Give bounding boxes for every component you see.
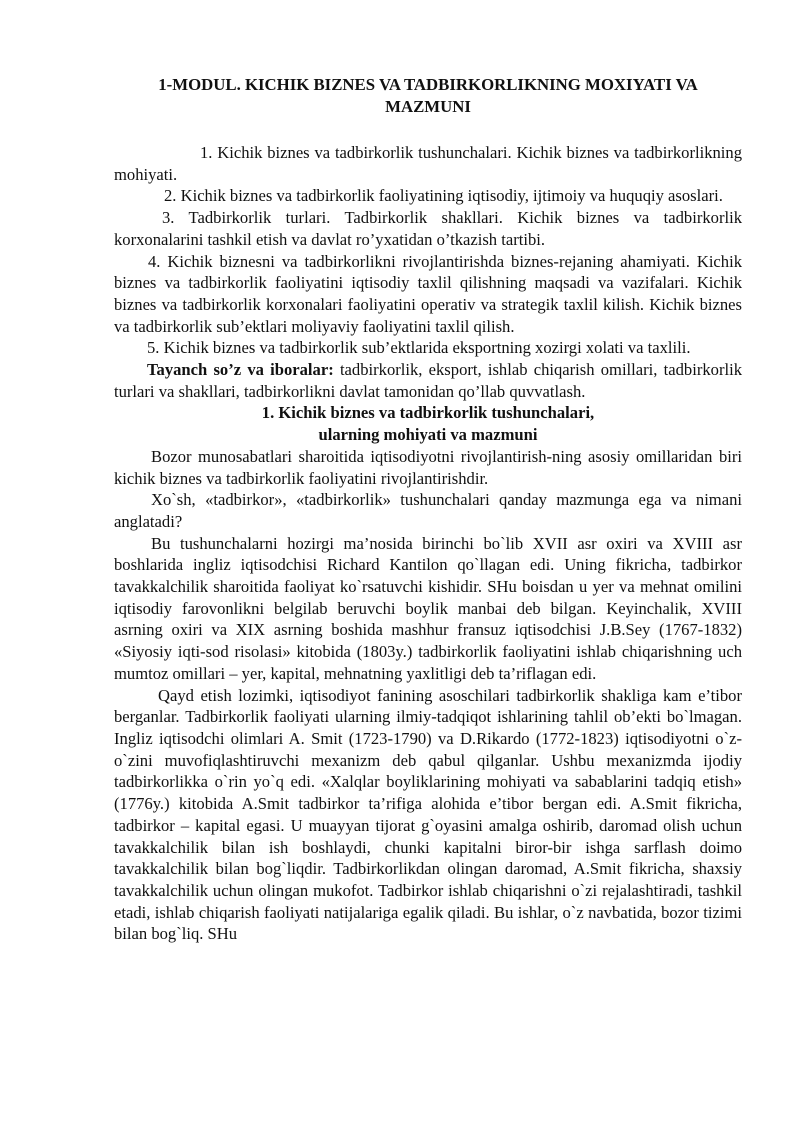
- outline-item-1: 1. Kichik biznes va tadbirkorlik tushunchalari. Kichik biznes va tadbirkorlikning mohiyati.: [114, 143, 742, 184]
- outline-item-2: 2. Kichik biznes va tadbirkorlik faoliyatining iqtisodiy, ijtimoiy va huquqiy asoslari.: [164, 186, 723, 206]
- section-body: [114, 446, 742, 945]
- keywords-label: Tayanch so’z va iboralar:: [147, 360, 334, 380]
- keywords-text: tadbirkorlik, eksport, ishlab chiqarish omillari, tadbirkorlik turlari va shakllari, tadbirkorlikni davlat tamonidan qo’llab quvvatlash.: [114, 360, 742, 401]
- module-title: 1-MODUL. KICHIK BIZNES VA TADBIRKORLIKNING MOXIYATI VA MAZMUNI: [158, 75, 698, 116]
- outline-item-5: 5. Kichik biznes va tadbirkorlik sub’ektlarida eksportning xozirgi xolati va taxlili.: [147, 338, 691, 358]
- section-heading-line-1: 1. Kichik biznes va tadbirkorlik tushunchalari,: [261, 403, 595, 423]
- outline-item-3: 3. Tadbirkorlik turlari. Tadbirkorlik shakllari. Kichik biznes va tadbirkorlik korxonalarini tashkil etish va davlat ro’yxatidan o’tkazish tartibi.: [114, 208, 742, 249]
- body-paragraph-1: Bozor munosabatlari sharoitida iqtisodiyotni rivojlantirish-ning asosiy omillaridan biri kichik biznes va tadbirkorlik faoliyatini rivojlantirishdir.: [114, 446, 742, 488]
- body-paragraph-3: Bu tushunchalarni hozirgi ma’nosida birinchi bo`lib XVII asr oxiri va XVIII asr boshlarida ingliz iqtisodchisi Richard Kantilon qo`llagan edi. Uning fikricha, tadbirkor tavakkalchilik sharoitida faoliyat ko`rsatuvchi kishidir. SHu boisdan u yer va mehnat omilini iqtisodiy farovonlikni belgilab beruvchi boylik manbai deb bilgan. Keyinchalik, XVIII asrning oxiri va XIX asrning boshida mashhur fransuz iqtisodchisi J.B.Sey (1767-1832) «Siyosiy iqti-sod risolasi» kitobida (1803y.) tadbirkorlik faoliyatini ishlab chiqarishning uch mumtoz omillari – yer, kapital, mehnatning yaxlitligi deb ta’riflagan edi.: [114, 533, 742, 683]
- topic-outline: [114, 142, 742, 359]
- body-paragraph-2: Xo`sh, «tadbirkor», «tadbirkorlik» tushunchalari qanday mazmunga ega va nimani anglatadi?: [114, 490, 742, 531]
- body-paragraph-4: Qayd etish lozimki, iqtisodiyot fanining asoschilari tadbirkorlik shakliga kam e’tibor berganlar. Tadbirkorlik faoliyati ularning ilmiy-tadqiqot ishlarining tahlil ob’ekti bo`lmagan. Ingliz iqtisodchi olimlari A. Smit (1723-1790) va D.Rikardo (1772-1823) iqtisodiyotni o`z-o`zini muvofiqlashtiruvchi mexanizm deb qabul qilganlar. Ushbu mexanizmda ijodiy tadbirkorlikka o`rin yo`q edi. «Xalqlar boyliklarining mohiyati va sabablarini tadqiq etish» (1776y.) kitobida A.Smit tadbirkor ta’rifiga alohida e’tibor bergan edi. A.Smit fikricha, tadbirkor – kapital egasi. U muayyan tijorat g`oyasini amalga oshirib, daromad olish uchun tavakkalchilik bilan ish boshlaydi, chunki kapitalni biror-bir ishga sarflash doimo tavakkalchilik bilan bog`liqdir. Tadbirkorlikdan olingan daromad, A.Smit fikricha, shaxsiy tavakkalchilik uchun olingan mukofot. Tadbirkor ishlab chiqarishni o`zi rejalashtiradi, tashkil etadi, ishlab chiqarish faoliyati natijalariga egalik qiladi. Bu ishlar, o`z navbatida, bozor tizimi bilan bog`liq. SHu: [114, 685, 742, 944]
- keywords-paragraph: [114, 359, 742, 402]
- section-heading-line-2: ularning mohiyati va mazmuni: [318, 425, 538, 445]
- outline-item-4: 4. Kichik biznesni va tadbirkorlikni rivojlantirishda biznes-rejaning ahamiyati. Kichik biznes va tadbirkorlik faoliyatini iqtisodiy taxlil qilishning maqsadi va vazifalari. Kichik biznes va tadbirkorlik korxonalari faoliyatini operativ va strategik taxlil kilish. Kichik biznes va tadbirkorlik sub’ektlari moliyaviy faoliyatini taxlil qilish.: [114, 251, 742, 336]
- document-page: [114, 74, 742, 945]
